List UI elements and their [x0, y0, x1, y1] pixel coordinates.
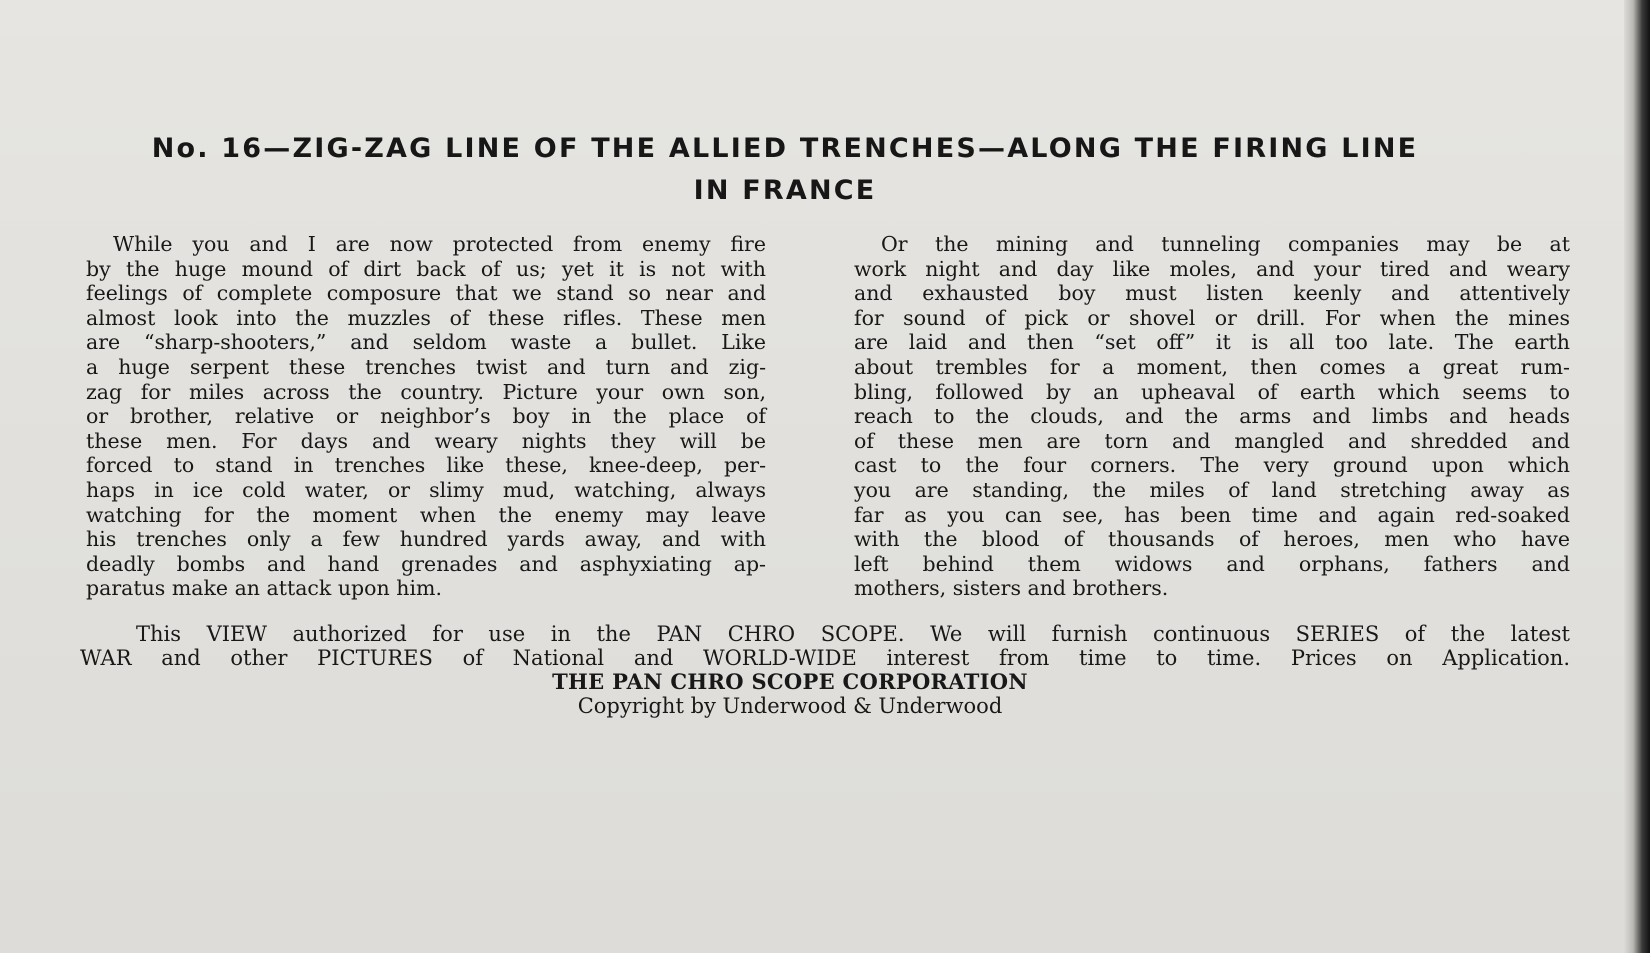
paragraph-line: of these men are torn and mangled and shredded and: [854, 428, 1570, 453]
paragraph-line: almost look into the muzzles of these rifles. These men: [86, 305, 766, 330]
paragraph-line: paratus make an attack upon him.: [86, 576, 442, 601]
card-footer: [80, 622, 1570, 718]
paragraph-line: you are standing, the miles of land stretching away as: [854, 477, 1570, 502]
paragraph-line: a huge serpent these trenches twist and turn and zig-: [86, 354, 766, 379]
paragraph-line: left behind them widows and orphans, fathers and: [854, 551, 1570, 576]
title-line-2: IN FRANCE: [693, 175, 877, 206]
paragraph-line: about trembles for a moment, then comes a great rum-: [854, 354, 1570, 379]
paragraph-line: for sound of pick or shovel or drill. For when the mines: [854, 305, 1570, 330]
paragraph-line: work night and day like moles, and your tired and weary: [854, 256, 1570, 281]
paragraph-line: are laid and then “set off” it is all too late. The earth: [854, 330, 1570, 355]
paragraph-line: feelings of complete composure that we stand so near and: [86, 281, 766, 306]
paragraph-line: haps in ice cold water, or slimy mud, watching, always: [86, 477, 766, 502]
paragraph-line: are “sharp-shooters,” and seldom waste a bullet. Like: [86, 330, 766, 355]
paragraph-line: watching for the moment when the enemy may leave: [86, 502, 766, 527]
copyright-notice: Copyright by Underwood & Underwood: [577, 694, 1003, 718]
paragraph-line: deadly bombs and hand grenades and asphyxiating ap-: [86, 551, 766, 576]
card-title: [80, 128, 1490, 212]
paragraph-line: While you and I are now protected from enemy fire: [113, 232, 766, 256]
paragraph-line: and exhausted boy must listen keenly and attentively: [854, 281, 1570, 306]
paragraph-line: mothers, sisters and brothers.: [854, 576, 1169, 601]
card-edge-shadow: [1624, 0, 1650, 953]
paragraph-line: these men. For days and weary nights they will be: [86, 428, 766, 453]
corporation-name: THE PAN CHRO SCOPE CORPORATION: [552, 669, 1028, 694]
footer-line-2: WAR and other PICTURES of National and WORLD-WIDE interest from time to time. Prices on Application.: [80, 646, 1570, 670]
right-column-text: [854, 232, 1570, 601]
left-column-text: [86, 232, 766, 601]
paragraph-line: forced to stand in trenches like these, knee-deep, per-: [86, 453, 766, 478]
paragraph-line: or brother, relative or neighbor’s boy in the place of: [86, 404, 766, 429]
paragraph-line: his trenches only a few hundred yards away, and with: [86, 527, 766, 552]
paragraph-line: cast to the four corners. The very ground upon which: [854, 453, 1570, 478]
paragraph-line: reach to the clouds, and the arms and limbs and heads: [854, 404, 1570, 429]
paragraph-line: Or the mining and tunneling companies may be at: [881, 232, 1570, 256]
paragraph-line: by the huge mound of dirt back of us; yet it is not with: [86, 256, 766, 281]
paragraph-line: bling, followed by an upheaval of earth which seems to: [854, 379, 1570, 404]
title-line-1: No. 16—ZIG-ZAG LINE OF THE ALLIED TRENCHES—ALONG THE FIRING LINE: [151, 133, 1419, 164]
paragraph-line: with the blood of thousands of heroes, men who have: [854, 527, 1570, 552]
footer-line-1: This VIEW authorized for use in the PAN CHRO SCOPE. We will furnish continuous SERIES of the latest: [136, 622, 1570, 646]
paragraph-line: zag for miles across the country. Picture your own son,: [86, 379, 766, 404]
paragraph-line: far as you can see, has been time and again red-soaked: [854, 502, 1570, 527]
